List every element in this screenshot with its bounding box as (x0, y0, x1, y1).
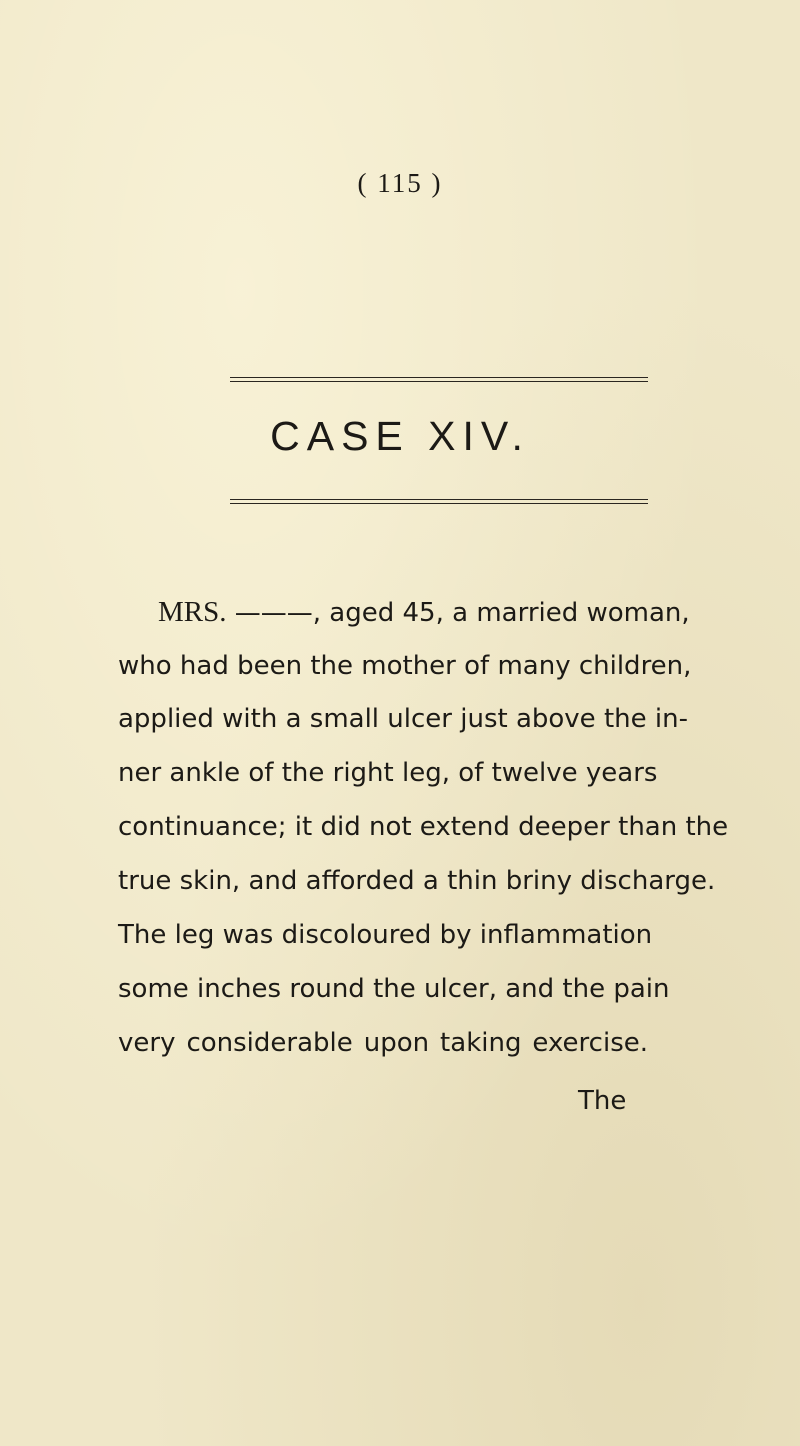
body-line: some inches round the ulcer, and the pain (118, 974, 670, 1004)
heading-top-rule (230, 377, 648, 378)
body-line-text: ———, aged 45, a married woman, (234, 598, 690, 628)
body-line: applied with a small ulcer just above the in- (118, 704, 688, 734)
body-line: ner ankle of the right leg, of twelve years (118, 758, 658, 788)
body-line (158, 596, 690, 629)
body-line: who had been the mother of many children, (118, 651, 692, 681)
body-line: The leg was discoloured by inflammation (118, 920, 653, 950)
case-heading: CASE XIV. (270, 413, 530, 459)
body-line: very considerable upon taking exercise. (118, 1028, 648, 1058)
body-line: continuance; it did not extend deeper than the (118, 812, 729, 842)
body-line-lead: MRS. (158, 596, 227, 628)
catchword: The (578, 1086, 627, 1116)
page-number: ( 115 ) (357, 168, 443, 198)
heading-bottom-rule (230, 499, 648, 500)
body-line: true skin, and afforded a thin briny discharge. (118, 866, 716, 896)
